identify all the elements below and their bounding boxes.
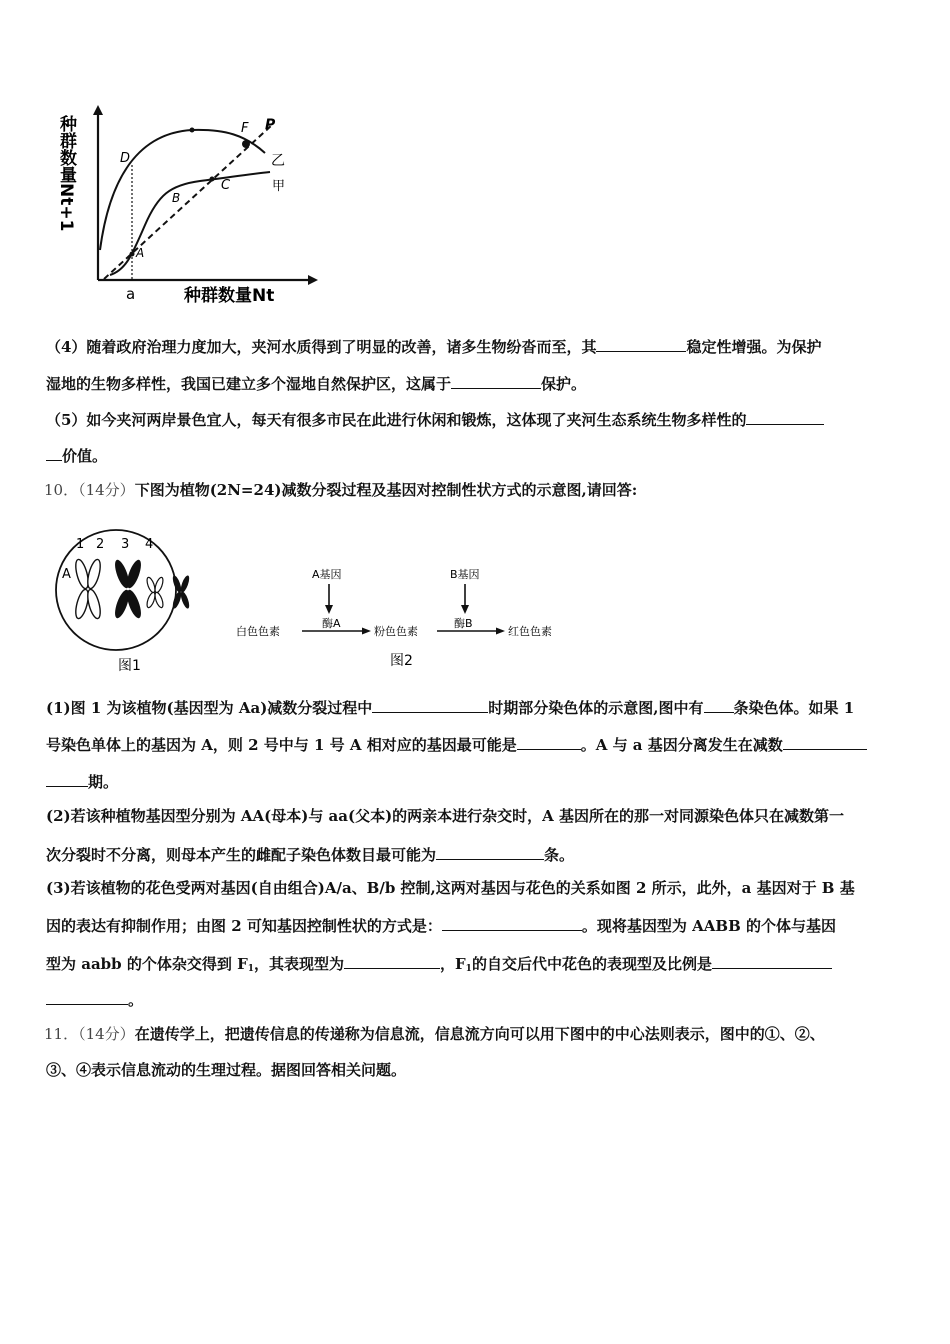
population-graph-svg bbox=[56, 105, 340, 310]
arrow-gene-a-head bbox=[325, 605, 333, 614]
q10-s1-line3 bbox=[46, 770, 908, 792]
blank[interactable] bbox=[344, 952, 440, 969]
q10-s3-line4 bbox=[46, 988, 908, 1010]
q11-stem-line2 bbox=[46, 1060, 908, 1080]
q9-p5-text-a: （5）如今夹河两岸景色宜人，每天有很多市民在此进行休闲和锻炼，这体现了夹河生态系统生物多样性的 bbox=[46, 411, 747, 429]
pigment-pink: 粉色色素 bbox=[374, 625, 418, 638]
blank[interactable] bbox=[517, 733, 581, 750]
q10-s3-line3 bbox=[46, 952, 908, 977]
line-p bbox=[104, 125, 272, 279]
chromosome-1-2 bbox=[73, 558, 102, 620]
q11-score: （14分） bbox=[78, 1025, 135, 1043]
q10-s1-text-b: 时期部分染色体的示意图,图中有 bbox=[488, 699, 704, 717]
label-point-d: D bbox=[120, 151, 131, 166]
q10-s1-line1 bbox=[46, 696, 908, 718]
blank[interactable] bbox=[783, 733, 867, 750]
q9-p4-text-b: 稳定性增强。为保护 bbox=[686, 338, 822, 356]
point-c bbox=[210, 177, 215, 182]
blank[interactable] bbox=[46, 770, 88, 787]
q10-stem-text: 下图为植物(2N=24)减数分裂过程及基因对控制性状方式的示意图,请回答: bbox=[134, 481, 638, 499]
enzyme-b-label: 酶B bbox=[454, 617, 473, 630]
q11-number: 11． bbox=[44, 1025, 79, 1043]
x-axis-label: 种群数量Nt bbox=[184, 286, 275, 306]
y-axis-label: 种群数量Nt+1 bbox=[56, 115, 76, 232]
q10-s3-text-d: 型为 aabb 的个体杂交得到 F bbox=[46, 955, 248, 973]
q10-s3-text-f: ，F bbox=[440, 955, 466, 973]
blank[interactable] bbox=[596, 335, 686, 352]
q11-stem-text-a: 在遗传学上，把遗传信息的传递称为信息流，信息流方向可以用下图中的中心法则表示，图中的①、②、 bbox=[134, 1025, 825, 1043]
x-axis-arrow bbox=[308, 275, 318, 285]
fig1-num-2: 2 bbox=[96, 537, 105, 552]
point-top bbox=[190, 128, 195, 133]
q10-s3-text-g: 的自交后代中花色的表现型及比例是 bbox=[471, 955, 712, 973]
q10-s3-sub-1: 1 bbox=[247, 964, 254, 974]
chromosome-3 bbox=[112, 558, 144, 620]
q10-s3-line1 bbox=[46, 878, 908, 898]
q9-p4-line1 bbox=[46, 335, 908, 357]
point-a bbox=[130, 252, 135, 257]
q10-s2-text-a: (2)若该种植物基因型分别为 AA(母本)与 aa(父本)的两亲本进行杂交时，A 基因所在的那一对同源染色体只在减数第一 bbox=[46, 807, 845, 825]
q10-number: 10． bbox=[44, 481, 79, 499]
q9-p5-text-b: 价值。 bbox=[62, 447, 108, 465]
q11-stem-line1 bbox=[44, 1024, 906, 1044]
q10-score: （14分） bbox=[78, 481, 135, 499]
fig1-caption: 图1 bbox=[118, 658, 141, 674]
arrow-pink-red-head bbox=[496, 628, 505, 635]
q10-s3-text-h: 。 bbox=[128, 991, 144, 1009]
q10-s3-line2 bbox=[46, 914, 908, 936]
q10-s1-text-e: 。A 与 a 基因分离发生在减数 bbox=[580, 736, 783, 754]
label-jia: 甲 bbox=[272, 179, 286, 194]
q9-p5-line1 bbox=[46, 408, 908, 430]
q10-s2-text-c: 条。 bbox=[544, 846, 575, 864]
chromosome-small-filled bbox=[171, 575, 191, 610]
fig1-gene-a: A bbox=[62, 567, 71, 582]
blank[interactable] bbox=[746, 408, 824, 425]
blank[interactable] bbox=[372, 696, 488, 713]
q9-p4-text-c: 湿地的生物多样性，我国已建立多个湿地自然保护区，这属于 bbox=[46, 375, 452, 393]
arrow-gene-b-head bbox=[461, 605, 469, 614]
curve-yi bbox=[100, 130, 265, 250]
label-yi: 乙 bbox=[271, 153, 285, 169]
q10-s1-text-f: 期。 bbox=[88, 773, 119, 791]
blank[interactable] bbox=[704, 696, 734, 713]
q9-p5-line2 bbox=[46, 444, 908, 466]
arrow-white-pink-head bbox=[362, 628, 371, 635]
fig2-caption: 图2 bbox=[390, 653, 413, 669]
x-tick-a: a bbox=[126, 285, 136, 303]
curve-jia bbox=[110, 172, 270, 275]
q9-p4-line2 bbox=[46, 372, 908, 394]
fig1-num-1: 1 bbox=[76, 537, 85, 552]
q10-s1-text-d: 号染色单体上的基因为 A，则 2 号中与 1 号 A 相对应的基因最可能是 bbox=[46, 736, 517, 754]
q9-p4-text-a: （4）随着政府治理力度加大，夹河水质得到了明显的改善，诸多生物纷沓而至，其 bbox=[46, 338, 597, 356]
q10-s3-text-b: 因的表达有抑制作用；由图 2 可知基因控制性状的方式是： bbox=[46, 917, 442, 935]
blank[interactable] bbox=[46, 444, 62, 461]
figure-1 bbox=[44, 530, 194, 680]
gene-b-label: B基因 bbox=[450, 568, 480, 581]
q10-s2-line1 bbox=[46, 806, 908, 826]
figure-2 bbox=[232, 564, 572, 674]
q10-s2-text-b: 次分裂时不分离，则母本产生的雌配子染色体数目最可能为 bbox=[46, 846, 437, 864]
blank[interactable] bbox=[46, 988, 128, 1005]
q9-p4-text-d: 保护。 bbox=[541, 375, 587, 393]
q10-s3-text-a: (3)若该植物的花色受两对基因(自由组合)A/a、B/b 控制,这两对基因与花色的关系如图 2 所示，此外，a 基因对于 B 基 bbox=[46, 879, 855, 897]
blank[interactable] bbox=[442, 914, 582, 931]
q10-s3-sub-2: 1 bbox=[465, 964, 472, 974]
label-point-a: A bbox=[136, 246, 145, 260]
q10-s3-text-e: ，其表现型为 bbox=[254, 955, 345, 973]
q10-s1-text-a: (1)图 1 为该植物(基因型为 Aa)减数分裂过程中 bbox=[46, 699, 373, 717]
label-point-b: B bbox=[172, 191, 181, 205]
pigment-white: 白色色素 bbox=[236, 625, 280, 638]
blank[interactable] bbox=[712, 952, 832, 969]
q11-stem-text-b: ③、④表示信息流动的生理过程。据图回答相关问题。 bbox=[46, 1061, 407, 1079]
gene-a-label: A基因 bbox=[312, 568, 342, 581]
y-axis-arrow bbox=[93, 105, 103, 115]
fig1-num-3: 3 bbox=[121, 537, 130, 552]
enzyme-a-label: 酶A bbox=[322, 617, 341, 630]
chromosome-4 bbox=[145, 576, 164, 608]
blank[interactable] bbox=[451, 372, 541, 389]
label-point-p: P bbox=[265, 117, 276, 133]
fig1-num-4: 4 bbox=[145, 537, 154, 552]
q10-s2-line2 bbox=[46, 843, 908, 865]
q10-s1-line2 bbox=[46, 733, 908, 755]
label-point-f: F bbox=[241, 121, 249, 136]
q10-stem bbox=[44, 480, 906, 500]
point-f bbox=[242, 140, 250, 148]
q10-s3-text-c: 。现将基因型为 AABB 的个体与基因 bbox=[581, 917, 836, 935]
label-point-c: C bbox=[221, 178, 231, 193]
blank[interactable] bbox=[436, 843, 544, 860]
population-graph bbox=[56, 105, 340, 310]
figure-2-svg bbox=[232, 564, 572, 674]
q10-s1-text-c: 条染色体。如果 1 bbox=[733, 699, 855, 717]
figure-1-svg bbox=[44, 530, 194, 680]
pigment-red: 红色色素 bbox=[508, 625, 552, 638]
